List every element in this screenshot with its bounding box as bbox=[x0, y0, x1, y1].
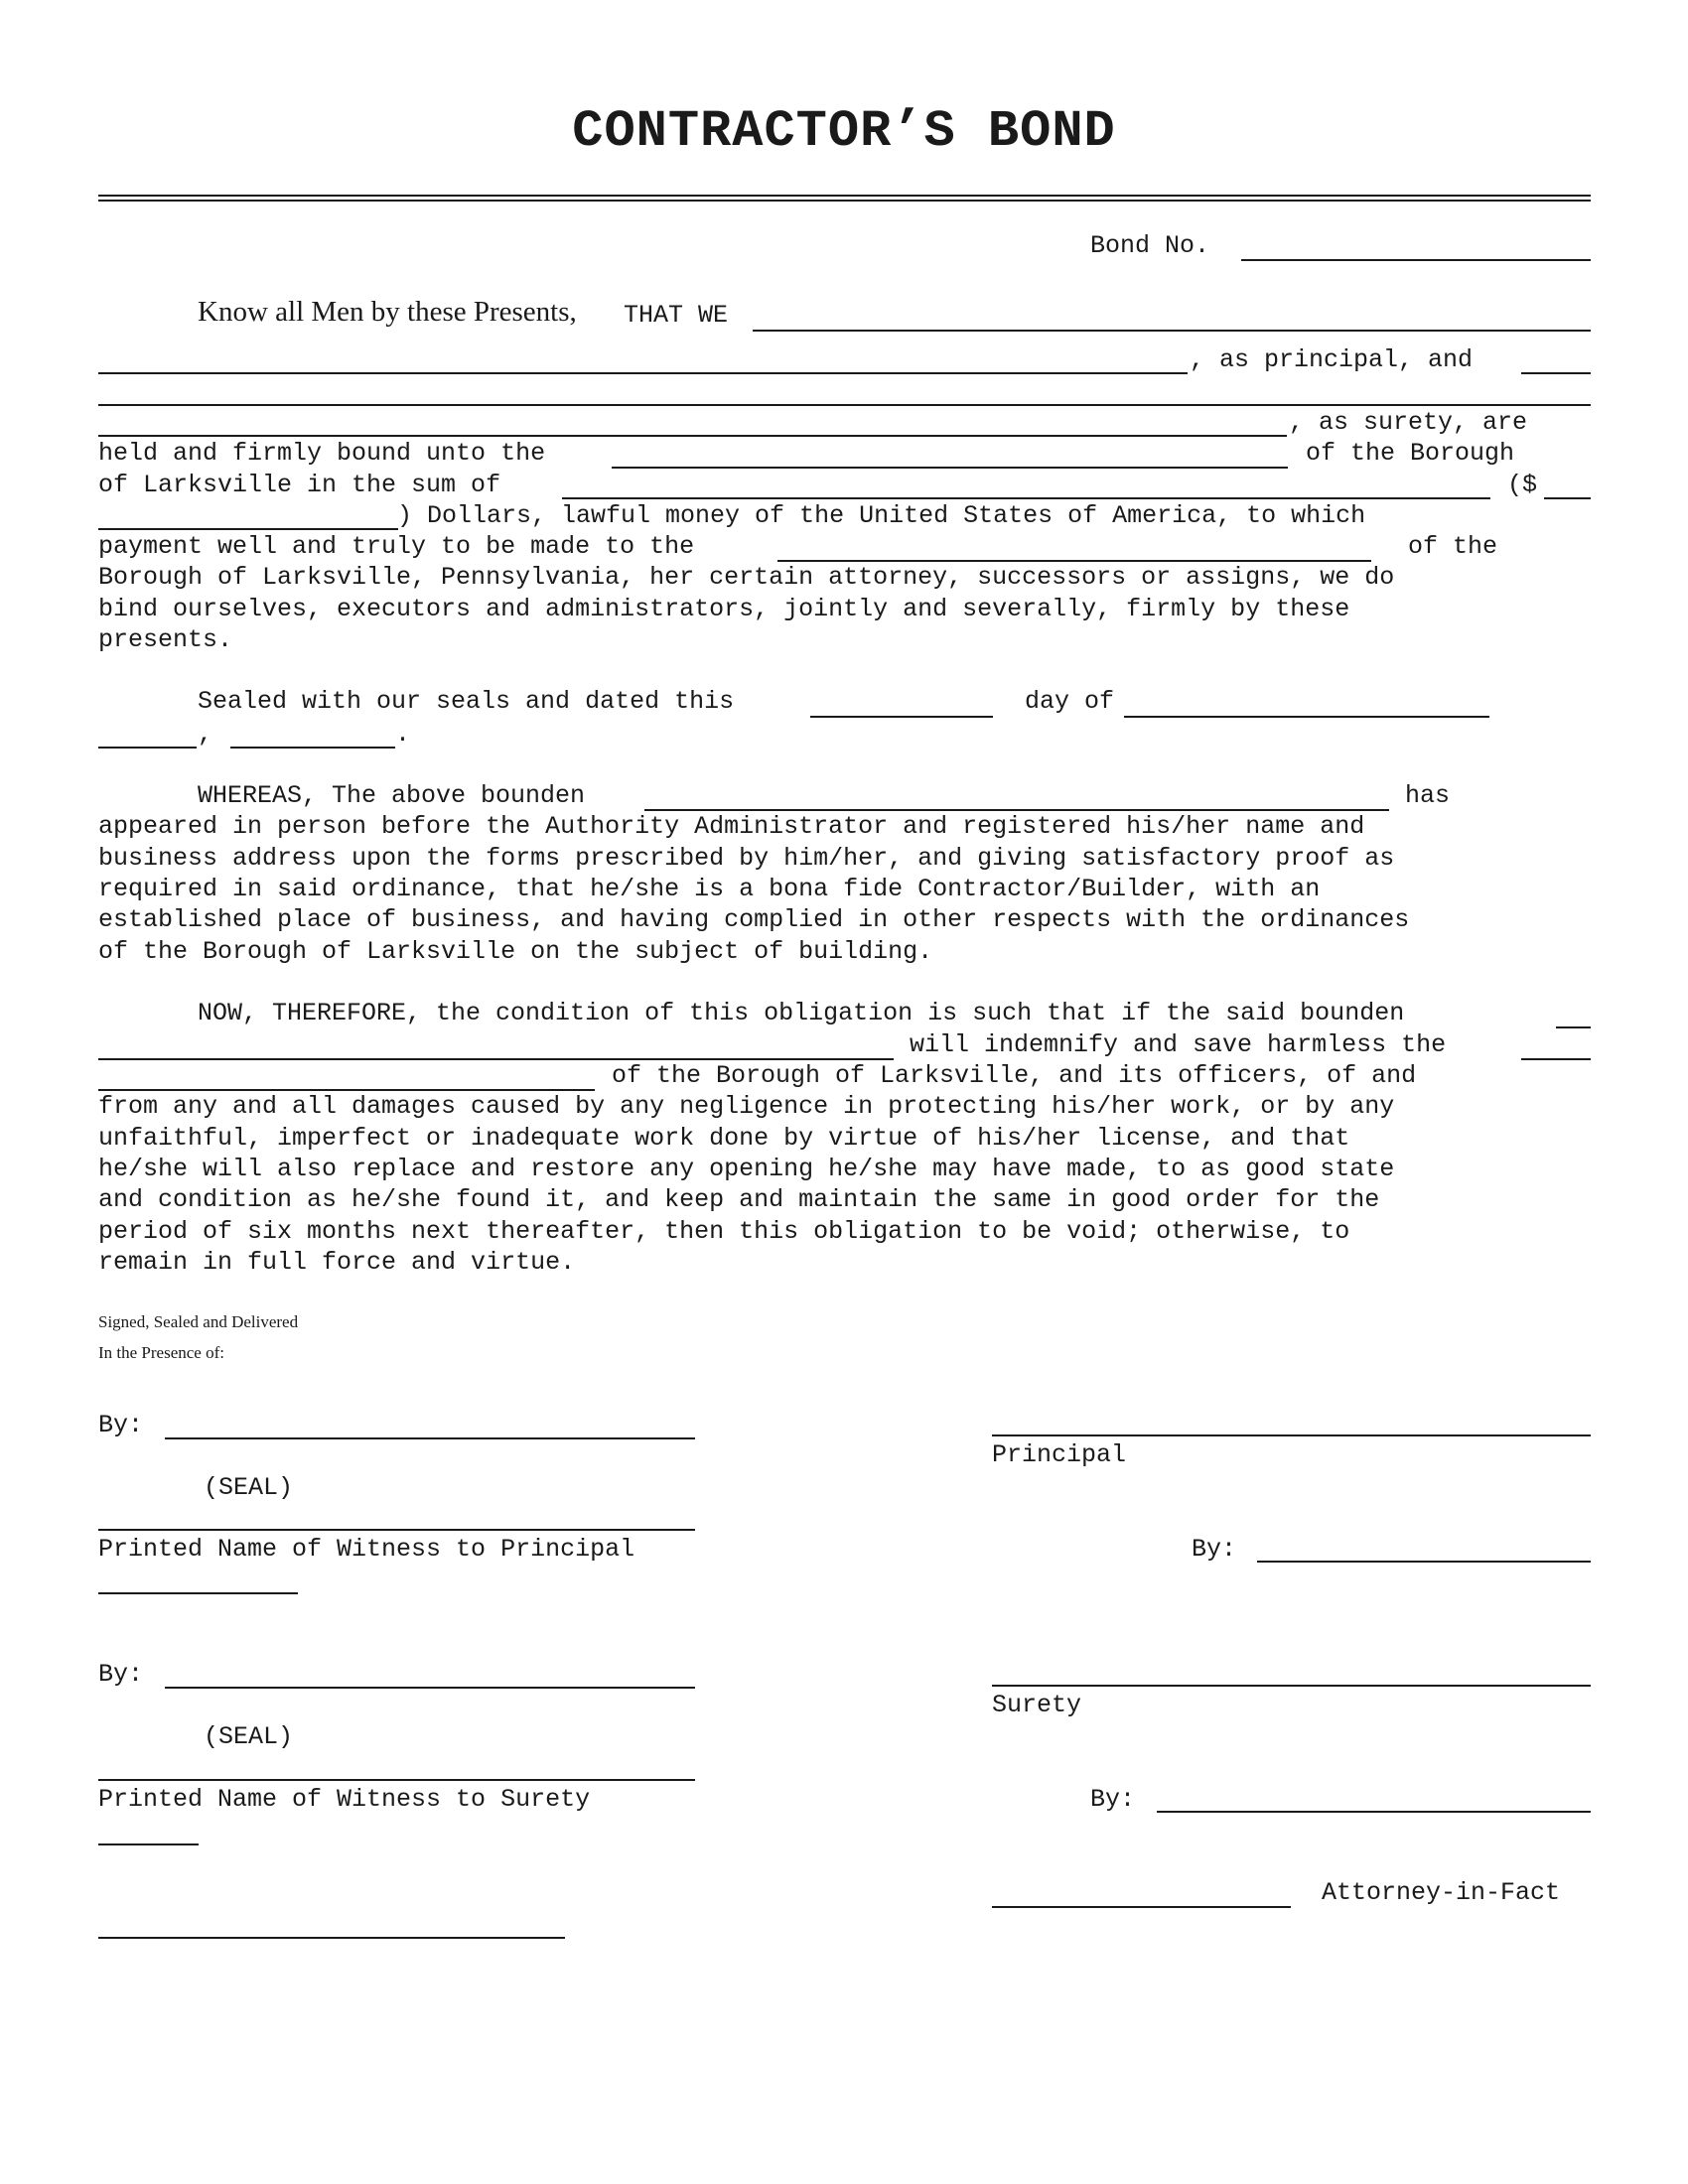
now-line: unfaithful, imperfect or inadequate work done by virtue of his/her license, and that bbox=[98, 1124, 1350, 1153]
document-title: CONTRACTOR’S BOND bbox=[572, 102, 1116, 161]
intro-line-borough: Borough of Larksville, Pennsylvania, her certain attorney, successors or assigns, we do bbox=[98, 563, 1395, 592]
now-line: and condition as he/she found it, and keep and maintain the same in good order for the bbox=[98, 1185, 1380, 1214]
now-of-borough-text: of the Borough of Larksville, and its officers, of and bbox=[612, 1061, 1417, 1090]
surety-name-field-1[interactable] bbox=[1521, 372, 1591, 374]
attorney-signature-field[interactable] bbox=[992, 1906, 1291, 1908]
dollar-open-text: ($ bbox=[1507, 471, 1538, 499]
witness-surety-signature-field[interactable] bbox=[165, 1687, 695, 1689]
sum-words-field[interactable] bbox=[562, 497, 1490, 499]
whereas-has: has bbox=[1405, 781, 1451, 810]
surety-name-field-2[interactable] bbox=[98, 404, 1591, 406]
witness-surety-extra-field[interactable] bbox=[98, 1843, 199, 1845]
witness-surety-name-field[interactable] bbox=[98, 1779, 695, 1781]
signed-sealed-label: Signed, Sealed and Delivered bbox=[98, 1312, 299, 1331]
as-principal-text: , as principal, and bbox=[1190, 345, 1474, 374]
witness-principal-name-field[interactable] bbox=[98, 1529, 695, 1531]
whereas-line: of the Borough of Larksville on the subject of building. bbox=[98, 937, 933, 966]
witness-principal-by-label: By: bbox=[98, 1411, 144, 1439]
month-field-2[interactable] bbox=[98, 747, 197, 749]
whereas-bounden-field[interactable] bbox=[644, 809, 1389, 811]
now-line: he/she will also replace and restore any opening he/she may have made, to as good state bbox=[98, 1155, 1395, 1183]
sum-amount-field-1[interactable] bbox=[1544, 497, 1591, 499]
bond-no-label: Bond No. bbox=[1090, 231, 1210, 260]
attorney-label: Attorney-in-Fact bbox=[1322, 1878, 1561, 1907]
whereas-line: appeared in person before the Authority Administrator and registered his/her name and bbox=[98, 812, 1365, 841]
title-rule-top bbox=[98, 195, 1591, 197]
of-the-text: of the bbox=[1408, 532, 1498, 561]
as-surety-text: , as surety, are bbox=[1289, 408, 1528, 437]
bottom-extra-field[interactable] bbox=[98, 1937, 565, 1939]
surety-signature-field[interactable] bbox=[992, 1685, 1591, 1687]
whereas-line: established place of business, and having complied in other respects with the ordinances bbox=[98, 905, 1410, 934]
harmless-field-2[interactable] bbox=[98, 1089, 595, 1091]
dollars-text: ) Dollars, lawful money of the United States of America, to which bbox=[397, 501, 1366, 530]
bond-no-field[interactable] bbox=[1241, 259, 1591, 261]
principal-name-field-2[interactable] bbox=[98, 372, 1188, 374]
month-field[interactable] bbox=[1124, 716, 1489, 718]
witness-surety-by-label: By: bbox=[98, 1660, 144, 1689]
day-field[interactable] bbox=[810, 716, 993, 718]
principal-by-label: By: bbox=[1192, 1535, 1237, 1564]
witness-principal-seal: (SEAL) bbox=[204, 1473, 294, 1502]
harmless-field-1[interactable] bbox=[1521, 1058, 1591, 1060]
year-field[interactable] bbox=[230, 747, 395, 749]
indemnify-text: will indemnify and save harmless the bbox=[910, 1030, 1447, 1059]
sum-of-text: of Larksville in the sum of bbox=[98, 471, 501, 499]
witness-principal-label: Printed Name of Witness to Principal bbox=[98, 1535, 635, 1564]
payee-field[interactable] bbox=[777, 560, 1371, 562]
title-rule-bottom bbox=[98, 200, 1591, 202]
surety-by-field[interactable] bbox=[1157, 1811, 1591, 1813]
witness-principal-signature-field[interactable] bbox=[165, 1437, 695, 1439]
now-bounden-field-2[interactable] bbox=[98, 1058, 894, 1060]
now-bounden-field-1[interactable] bbox=[1556, 1026, 1591, 1028]
now-line: from any and all damages caused by any negligence in protecting his/her work, or by any bbox=[98, 1092, 1395, 1121]
principal-signature-field[interactable] bbox=[992, 1434, 1591, 1436]
of-borough-text: of the Borough bbox=[1306, 439, 1515, 468]
intro-line-presents: presents. bbox=[98, 625, 233, 654]
held-bound-text: held and firmly bound unto the bbox=[98, 439, 546, 468]
sealed-text: Sealed with our seals and dated this bbox=[198, 687, 735, 716]
whereas-line: business address upon the forms prescribed by him/her, and giving satisfactory proof as bbox=[98, 844, 1395, 873]
now-line: remain in full force and virtue. bbox=[98, 1248, 576, 1277]
presence-label: In the Presence of: bbox=[98, 1343, 224, 1362]
surety-label: Surety bbox=[992, 1691, 1082, 1719]
whereas-start: WHEREAS, The above bounden bbox=[198, 781, 586, 810]
witness-surety-seal: (SEAL) bbox=[204, 1722, 294, 1751]
now-therefore-start: NOW, THEREFORE, the condition of this obligation is such that if the said bounden bbox=[198, 999, 1405, 1027]
whereas-line: required in said ordinance, that he/she is a bona fide Contractor/Builder, with an bbox=[98, 875, 1321, 903]
that-we-label: THAT WE bbox=[624, 301, 729, 330]
principal-name-field-1[interactable] bbox=[753, 330, 1591, 332]
now-line: period of six months next thereafter, then this obligation to be void; otherwise, to bbox=[98, 1217, 1350, 1246]
principal-label: Principal bbox=[992, 1440, 1127, 1469]
payment-text: payment well and truly to be made to the bbox=[98, 532, 695, 561]
surety-name-field-3[interactable] bbox=[98, 435, 1287, 437]
intro-serif-text: Know all Men by these Presents, bbox=[198, 296, 577, 328]
witness-surety-label: Printed Name of Witness to Surety bbox=[98, 1785, 591, 1814]
surety-by-label: By: bbox=[1090, 1785, 1136, 1814]
sealed-comma: , bbox=[198, 720, 213, 749]
principal-by-field[interactable] bbox=[1257, 1561, 1591, 1563]
sum-amount-field-2[interactable] bbox=[98, 528, 398, 530]
sealed-period: . bbox=[395, 720, 411, 749]
intro-line-bind: bind ourselves, executors and administrators, jointly and severally, firmly by these bbox=[98, 595, 1350, 623]
obligee-field[interactable] bbox=[612, 467, 1288, 469]
day-of-text: day of bbox=[1025, 687, 1115, 716]
witness-principal-extra-field[interactable] bbox=[98, 1592, 298, 1594]
